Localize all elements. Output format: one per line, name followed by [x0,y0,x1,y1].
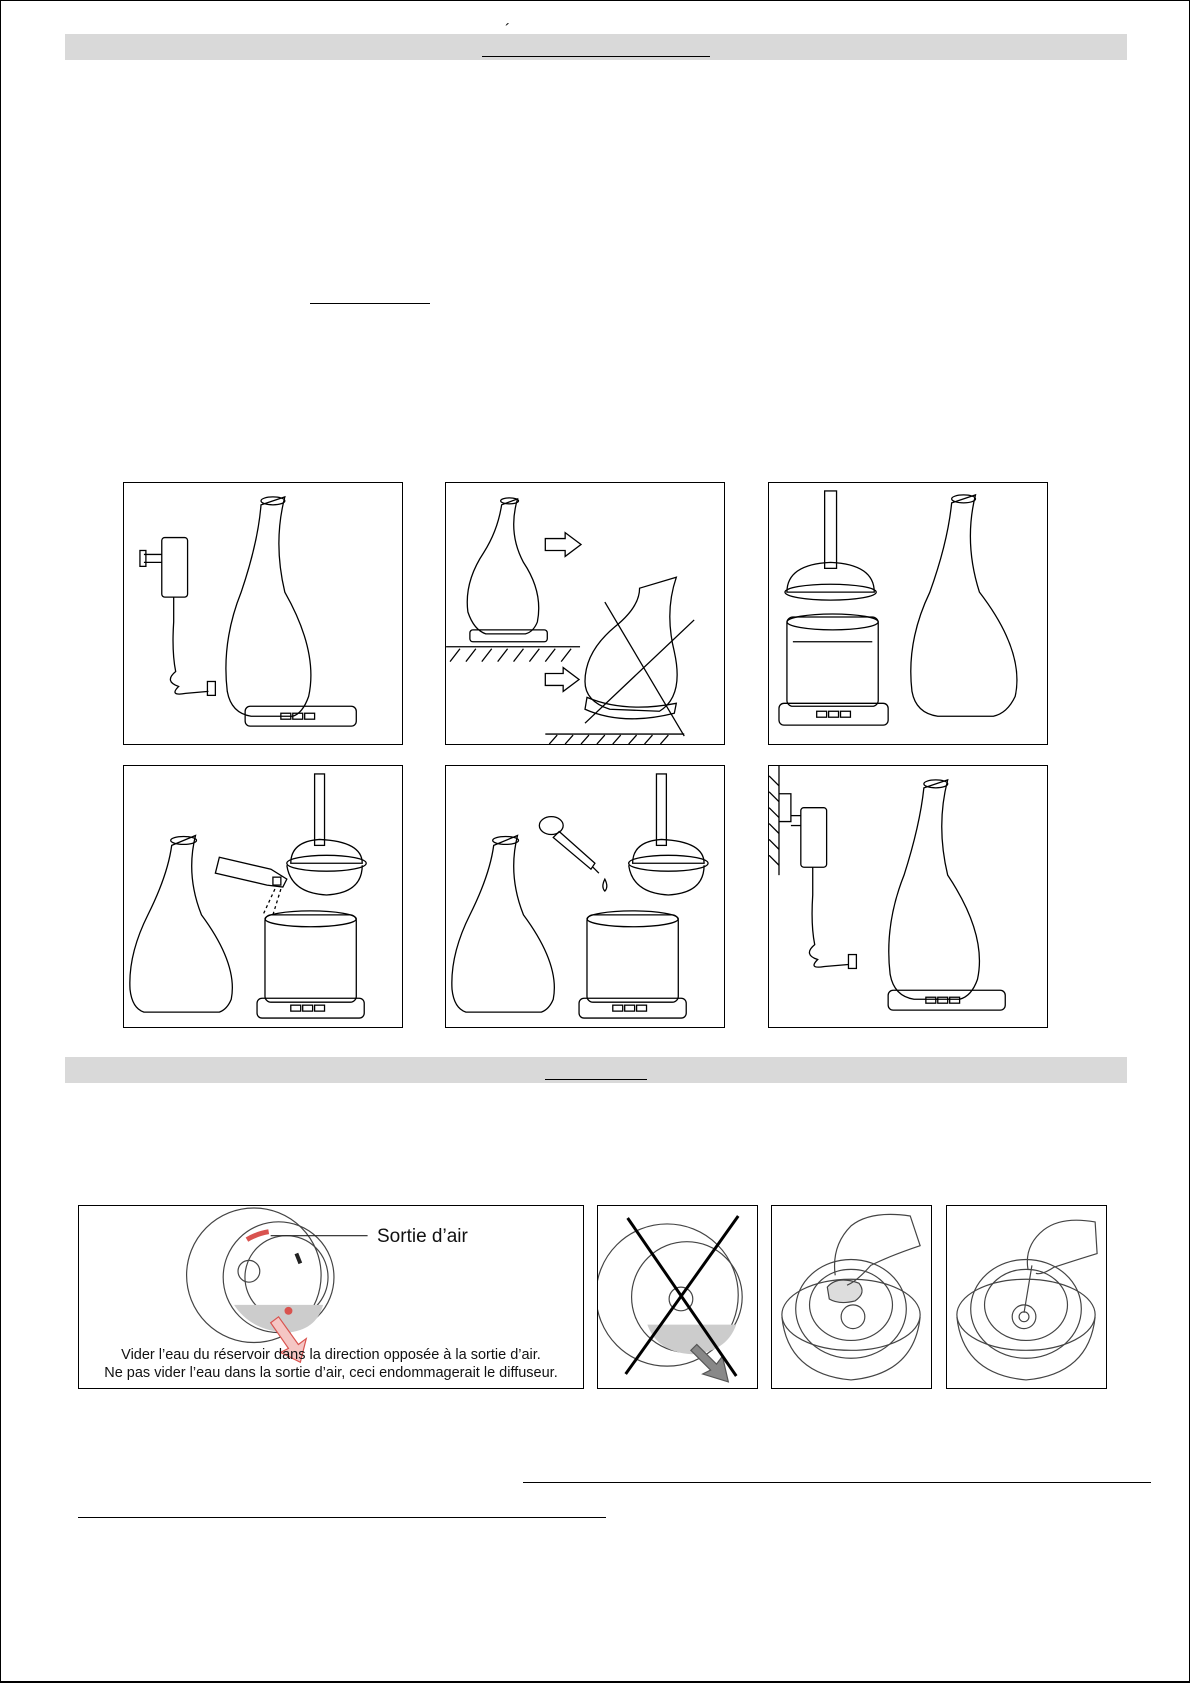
usage-figure-6 [768,765,1048,1028]
usage-figure-2 [445,482,725,745]
usage-figure-1 [123,482,403,745]
wipe-with-cloth-icon [772,1206,931,1388]
cleaning-caption-line-1: Vider l’eau du réservoir dans la direction opposée à la sortie d’air. [121,1347,541,1363]
text-underline-1 [523,1482,1151,1483]
section-heading-underline-cleaning [545,1079,647,1080]
usage-figure-3 [768,482,1048,745]
remove-cover-icon [769,483,1047,744]
header-accent-glyph: ´ [505,22,511,39]
text-underline-2 [78,1517,606,1518]
usage-figure-4 [123,765,403,1028]
clean-with-swab-icon [947,1206,1106,1388]
usage-figure-5 [445,765,725,1028]
air-outlet-label: Sortie d’air [377,1226,468,1247]
plug-into-wall-icon [769,766,1047,1027]
diffuser-with-power-adapter-icon [124,483,402,744]
add-essential-oil-icon [446,766,724,1027]
section-heading-underline-usage [482,56,710,57]
cleaning-caption-line-2: Ne pas vider l’eau dans la sortie d’air, ceci endommagerait le diffuseur. [104,1365,558,1381]
sub-heading-underline [310,303,430,304]
cleaning-figure-wrong [597,1205,758,1389]
cleaning-figure-main [78,1205,584,1389]
fill-water-icon [124,766,402,1027]
do-not-pour-into-outlet-icon [598,1206,757,1388]
place-on-flat-surface-icon [446,483,724,744]
cleaning-figure-swab [946,1205,1107,1389]
cleaning-figure-wipe [771,1205,932,1389]
